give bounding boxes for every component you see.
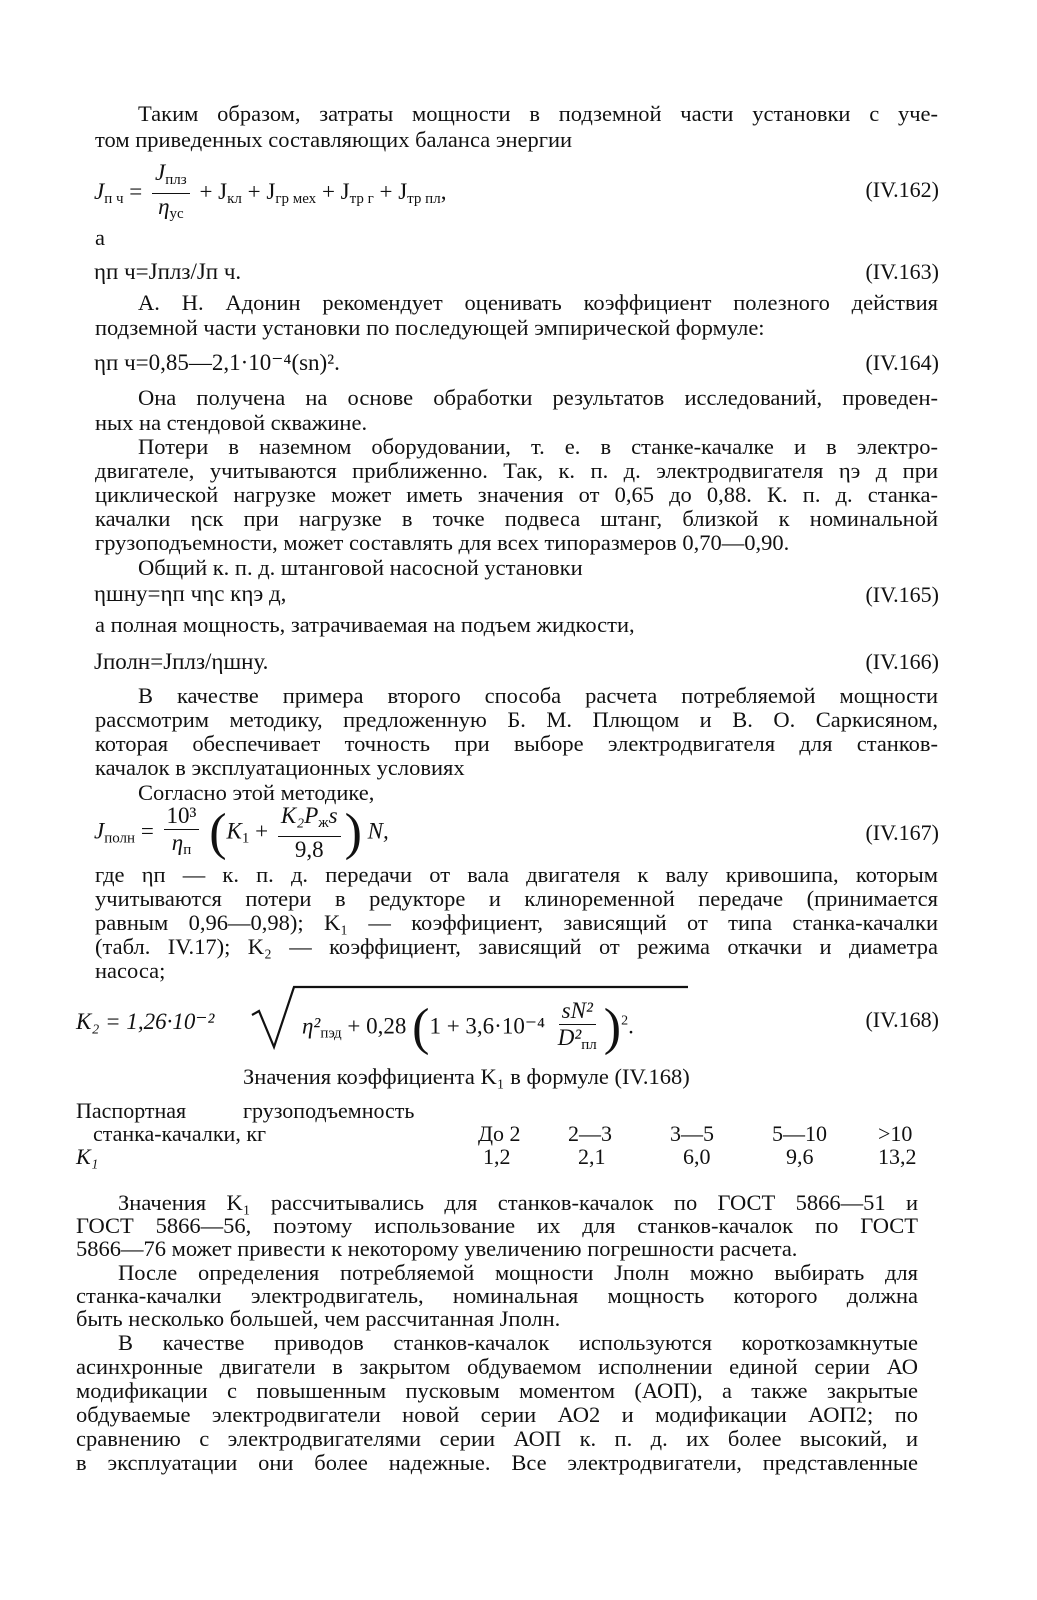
paragraph-line: равным 0,96—0,98); K₁ — коэффициент, зависящий от типа станка-качалки: [95, 910, 938, 935]
table-header: станка-качалки, кг: [93, 1121, 267, 1146]
paragraph-line: подземной части установки по последующей эмпирической формуле:: [95, 315, 765, 340]
paragraph-line: учитываются потери в редукторе и клиноременной передаче (принимается: [95, 886, 938, 911]
equation-iv168: K₂ = 1,26·10⁻²: [76, 1009, 215, 1034]
equation-radicand: $\eta^2_{пэд} + 0,28$ (1 + 3,6·10⁻⁴ $\frac{\text{sN²}}{D^2_{пл}}$ )$^2$.: [302, 998, 634, 1056]
paragraph-line: сравнению с электродвигателями серии АОП к. п. д. их более высокий, и: [76, 1426, 918, 1451]
paragraph-line: Согласно этой методике,: [138, 780, 375, 805]
table-cell-range: 5—10: [772, 1121, 827, 1146]
paragraph-line: которая обеспечивает точность при выборе электродвигателя для станков-: [95, 731, 938, 756]
paragraph-line: асинхронные двигатели в закрытом обдуваемом исполнении единой серии АО: [76, 1354, 918, 1379]
paragraph-line: Она получена на основе обработки результатов исследований, проведен-: [138, 385, 938, 410]
paragraph-line: станка-качалки электродвигатель, номинальная мощность которого должна: [76, 1283, 918, 1308]
equation-iv164: ηп ч=0,85—2,1·10⁻⁴(sn)².: [94, 350, 340, 375]
paragraph-line: грузоподъемности, может составлять для всех типоразмеров 0,70—0,90.: [95, 530, 790, 555]
paragraph-line: В качестве примера второго способа расчета потребляемой мощности: [138, 683, 938, 708]
table-cell-range: 2—3: [568, 1121, 612, 1146]
equation-number: (IV.163): [865, 259, 939, 284]
equation-number: (IV.167): [865, 820, 939, 845]
table-cell-value: 6,0: [683, 1144, 711, 1169]
table-header: грузоподъемность: [243, 1098, 415, 1123]
paragraph-line: 5866—76 может привести к некоторому увеличению погрешности расчета.: [76, 1236, 798, 1261]
table-header: Паспортная: [76, 1098, 187, 1123]
equation-iv162: $J_{п ч}$ = $\frac{J_{плз}}{\eta_{ус}}$ + $J_{кл} + J_{гр мех} + J_{тр г} + J_{тр пл}$,: [94, 160, 447, 222]
table-cell-range: До 2: [478, 1121, 521, 1146]
paragraph-line: обдуваемые электродвигатели новой серии АО2 и модификации АОП2; по: [76, 1402, 918, 1427]
table-row-label: K₁: [76, 1144, 99, 1169]
paragraph-line: ГОСТ 5866—56, поэтому использование их для станков-качалок по ГОСТ: [76, 1213, 918, 1238]
paragraph-line: (табл. IV.17); K₂ — коэффициент, зависящий от режима откачки и диаметра: [95, 934, 938, 959]
equation-iv166: Jполн=Jплз/ηшну.: [94, 649, 269, 674]
equation-number: (IV.165): [865, 582, 939, 607]
paragraph-line: циклической нагрузке может иметь значения от 0,65 до 0,88. К. п. д. станка-: [95, 482, 938, 507]
paragraph-line: ных на стендовой скважине.: [95, 410, 368, 435]
equation-number: (IV.166): [865, 649, 939, 674]
paragraph-line: насоса;: [95, 958, 166, 983]
table-caption: Значения коэффициента K₁ в формуле (IV.168): [243, 1064, 690, 1089]
paragraph-line: быть несколько большей, чем рассчитанная Jполн.: [76, 1306, 561, 1331]
equation-iv163: ηп ч=Jплз/Jп ч.: [94, 259, 242, 284]
paragraph-line: рассмотрим методику, предложенную Б. М. Плющом и В. О. Саркисяном,: [95, 707, 938, 732]
paragraph-line: В качестве приводов станков-качалок используются короткозамкнутые: [118, 1330, 918, 1355]
paragraph-line: а: [95, 225, 105, 250]
paragraph-line: модификации с повышенным пусковым моментом (АОП), а также закрытые: [76, 1378, 918, 1403]
paragraph-line: двигателе, учитываются приближенно. Так, к. п. д. электродвигателя ηэ д при: [95, 458, 938, 483]
equation-number: (IV.162): [865, 177, 939, 202]
paragraph-line: где ηп — к. п. д. передачи от вала двигателя к валу кривошипа, которым: [95, 862, 938, 887]
paragraph-line: Таким образом, затраты мощности в подземной части установки с уче-: [138, 101, 938, 126]
equation-iv165: ηшну=ηп чηс кηэ д,: [94, 581, 287, 606]
paragraph-line: Потери в наземном оборудовании, т. е. в станке-качалке и в электро-: [138, 434, 938, 459]
table-cell-value: 2,1: [578, 1144, 606, 1169]
paragraph-line: После определения потребляемой мощности Jполн можно выбирать для: [118, 1260, 918, 1285]
equation-number: (IV.168): [865, 1007, 939, 1032]
equation-iv167: $J_{полн}$ = $\frac{\text{10³}}{\eta_п}$ ($K_1$ + $\frac{K_2P_жs}{9,8}$ ) N,: [94, 803, 389, 862]
table-cell-value: 1,2: [483, 1144, 511, 1169]
table-cell-range: >10: [878, 1121, 913, 1146]
table-cell-value: 13,2: [878, 1144, 917, 1169]
equation-number: (IV.164): [865, 350, 939, 375]
table-cell-range: 3—5: [670, 1121, 714, 1146]
paragraph-line: качалки ηск при нагрузке в точке подвеса штанг, близкой к номинальной: [95, 506, 938, 531]
paragraph-line: Значения K₁ рассчитывались для станков-качалок по ГОСТ 5866—51 и: [118, 1190, 918, 1215]
paragraph-line: в эксплуатации они более надежные. Все электродвигатели, представленные: [76, 1450, 918, 1475]
paragraph-line: качалок в эксплуатационных условиях: [95, 755, 465, 780]
paragraph-line: а полная мощность, затрачиваемая на подъем жидкости,: [95, 612, 635, 637]
table-cell-value: 9,6: [786, 1144, 814, 1169]
paragraph-line: Общий к. п. д. штанговой насосной установки: [138, 555, 583, 580]
paragraph-line: А. Н. Адонин рекомендует оценивать коэффициент полезного действия: [138, 290, 938, 315]
paragraph-line: том приведенных составляющих баланса энергии: [95, 127, 573, 152]
